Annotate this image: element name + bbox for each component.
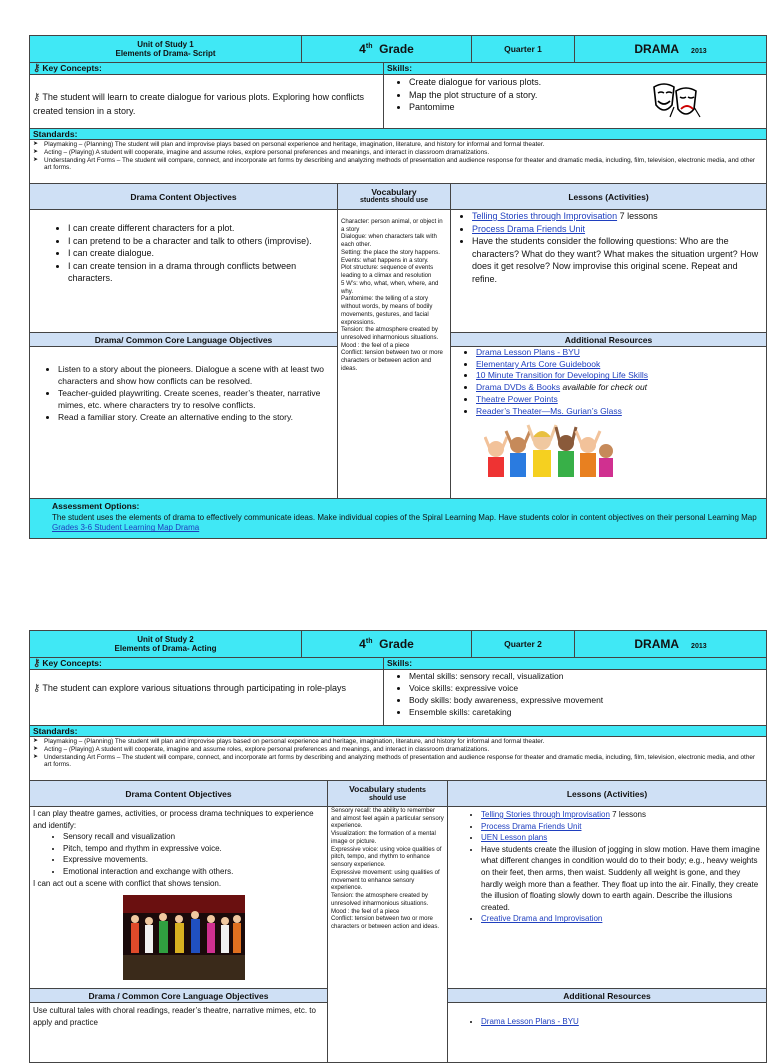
resource-note: available for check out [560,382,648,393]
resource-item [476,382,763,394]
skill-item: • Create dialogue for various plots. [409,76,649,89]
vocabulary-sublabel: should use [369,794,406,802]
key-concept-text: The student will learn to create dialogue for various plots. Exploring how conflicts created tension in a story. [33,92,364,116]
skill-item: • Body skills: body awareness, expressive movement [409,695,763,707]
resource-link-readers-theater[interactable]: Reader’s Theater—Ms. Gurian’s Glass [476,405,622,416]
resource-link-life-skills[interactable]: 10 Minute Transition for Developing Life Skills [476,370,648,381]
lessons-cell [451,210,767,333]
content-objectives-list [33,831,324,877]
lesson-item [472,223,763,236]
key-concept-cell [30,75,384,129]
content-objectives-cell [30,807,328,989]
subject-cell [575,631,767,658]
unit-number: Unit of Study 2 [137,635,194,644]
standards-list [33,738,763,769]
content-objective: • I can create tension in a drama through conflicts between characters. [68,260,334,285]
quarter-cell: Quarter 1 [472,36,575,63]
language-objectives-list [40,364,334,423]
content-objective: • I can create dialogue. [68,247,334,260]
vocabulary-label: Vocabulary [371,186,417,197]
subject-label: DRAMA [634,42,680,56]
unit-title [30,631,302,658]
language-objectives-cell [30,347,338,499]
skills-cell [384,75,767,129]
key-concepts-label: Key Concepts: [42,63,102,73]
resources-header: Additional Resources [451,333,767,347]
content-objective: • Pitch, tempo and rhythm in expressive voice. [63,843,324,855]
skills-cell [384,670,767,726]
content-objective: • I can create different characters for a plot. [68,222,334,235]
unit-number: Unit of Study 1 [137,40,194,49]
content-objective: • Sensory recall and visualization [63,831,324,843]
lesson-note: 7 lessons [617,211,658,221]
year-label: 2013 [691,643,707,650]
lesson-text: Have the students consider the following questions: Who are the characters? What do they want? What makes the situation urgent? How does it get resolve? Now improvise this original scene. Repeat and refine. [472,236,759,284]
vocabulary-cell: Character: person animal, or object in a story Dialogue: when characters talk with each other. Setting: the place the story happens. Events: what happens in a story. Plot structure: sequence of events leading to a climax and resolution 5 W’s: who, what, when, where, and why. Pantomime: the telling of a story without words, by means of bodily movements, gestures, and facial expressions. Tension: the atmosphere created by unresolved inharmonious situations. Mood : the feel of a piece Conflict: tension between two or more characters or between action and ideas. [338,210,451,499]
lessons-header: Lessons (Activities) [451,184,767,210]
lesson-item [481,844,763,914]
key-concepts-label: Key Concepts: [42,658,102,668]
resources-cell [448,1003,767,1063]
language-objective: • Teacher-guided playwriting. Create scenes, reader’s theater, narrative mimes, etc. where characters try to resolve conflicts. [58,388,334,412]
resources-list [451,1017,763,1028]
skills-header: Skills: [384,658,767,670]
skill-item: • Ensemble skills: caretaking [409,707,763,719]
vocabulary-cell: Sensory recall: the ability to remember and almost feel again a particular sensory experience. Visualization: the formation of a mental image or picture. Expressive voice: using voice qualities of pitch, tempo, and rhythm to enhance sensory experience. Expressive movement: using qualities of movement to enhance sensory experience. Tension: the atmosphere created by unresolved inharmonious situations. Mood : the feel of a piece Conflict: tension between two or more characters or between action and ideas. [328,807,448,1063]
assessment-text: The student uses the elements of drama to effectively communicate ideas. Make individual copies of the Spiral Learning Map. Have students color in content objectives on their personal Learning Map [52,512,757,522]
resource-item [476,406,763,418]
lesson-item [472,235,763,285]
lesson-link-friends-unit[interactable]: Process Drama Friends Unit [472,223,586,234]
assessment-cell [30,499,767,539]
language-objective-text: Use cultural tales with choral readings, reader’s theatre, narrative mimes, etc. to apply and practice [33,1006,316,1027]
language-objectives-header: Drama/ Common Core Language Objectives [30,333,338,347]
lesson-link-creative-drama[interactable]: Creative Drama and Improvisation [481,914,603,924]
standard-item: ➤ Acting – (Playing) A student will cooperate, imagine and assume roles, explore personal preferences and meanings, and interact in classroom dramatizations. [33,746,763,754]
skills-header: Skills: [384,63,767,75]
lessons-cell [448,807,767,989]
standard-item: ➤ Acting – (Playing) A student will cooperate, imagine and assume roles, explore personal preferences and meanings, and interact in classroom dramatizations. [33,149,763,157]
unit-2-table [29,630,766,1063]
lesson-item [481,832,763,844]
resource-link-dvds[interactable]: Drama DVDs & Books [476,382,561,393]
lesson-item [481,821,763,833]
standards-cell [30,737,767,781]
lessons-list [451,809,763,925]
grade-suffix: th [365,43,373,50]
content-objective: • Expressive movements. [63,854,324,866]
resource-link-power-points[interactable]: Theatre Power Points [476,393,558,404]
lesson-link-friends-unit[interactable]: Process Drama Friends Unit [481,821,582,831]
resource-item [481,1017,763,1028]
lesson-link-improvisation[interactable]: Telling Stories through Improvisation [472,211,618,221]
key-concept-cell [30,670,384,726]
key-icon: ⚷ [33,92,41,103]
resource-link-byu[interactable]: Drama Lesson Plans - BYU [476,347,580,357]
resource-item [476,347,763,359]
language-objective: • Read a familiar story. Create an alternative ending to the story. [58,412,334,424]
lesson-item [481,809,763,821]
standard-item: ➤ Playmaking – (Planning) The student will plan and improvise plays based on personal experience and heritage, imagination, literature, and history for informal and formal theater. [33,738,763,746]
lesson-link-improvisation[interactable]: Telling Stories through Improvisation [481,810,610,819]
key-icon: ⚷ [33,658,41,669]
content-outro: I can act out a scene with conflict that shows tension. [33,878,222,888]
grade-word: Grade [379,42,414,56]
language-objectives-cell [30,1003,328,1063]
key-icon: ⚷ [33,63,41,74]
unit-1-table [29,35,766,539]
content-objective: • I can pretend to be a character and talk to others (improvise). [68,235,334,248]
language-objectives-header: Drama / Common Core Language Objectives [30,989,328,1003]
key-concepts-header [30,658,384,670]
skill-item: • Mental skills: sensory recall, visualization [409,671,763,683]
skill-item: • Voice skills: expressive voice [409,683,763,695]
unit-name: Elements of Drama- Script [115,49,216,58]
standards-header: Standards: [30,129,767,140]
learning-map-link[interactable]: Grades 3-6 Student Learning Map Drama [52,523,200,533]
grade-number: 4 [359,637,366,651]
standard-item: ➤ Playmaking – (Planning) The student will plan and improvise plays based on personal experience and heritage, imagination, literature, and history for informal and formal theater. [33,141,763,149]
lesson-text: Have students create the illusion of jogging in slow motion. Have them imagine what different changes in condition would do to their body; e.g., heavy weights on their feet, then arms, then waist. Suddenly all weight is gone, and they hardly weigh more than a feather. They float up into the air. Finally, they create the illusion of floating slowly down to earth again. Describe the illusions created. [481,844,760,912]
vocabulary-header [338,184,451,210]
vocabulary-header [328,781,448,807]
content-objective: • Emotional interaction and exchange with others. [63,866,324,878]
resources-cell [451,347,767,499]
resources-list [454,347,763,417]
vocabulary-label-small: students [396,786,426,794]
grade-word: Grade [379,637,414,651]
quarter-cell: Quarter 2 [472,631,575,658]
unit-name: Elements of Drama- Acting [114,644,217,653]
vocabulary-label: Vocabulary [349,783,395,794]
theatre-masks-icon [646,79,706,121]
key-icon: ⚷ [33,683,41,694]
lesson-link-uen[interactable]: UEN Lesson plans [481,833,548,843]
grade-number: 4 [359,42,366,56]
resources-header: Additional Resources [448,989,767,1003]
resource-link-guidebook[interactable]: Elementary Arts Core Guidebook [476,358,601,369]
resource-link-byu[interactable]: Drama Lesson Plans - BYU [481,1017,579,1026]
unit-title [30,36,302,63]
standard-item: ➤ Understanding Art Forms – The student will compare, connect, and incorporate art forms by describing and analyzing methods of presentation and audience response for theater and dramatic media, including, film, television, electronic media, and other art forms. [33,157,763,173]
standards-cell [30,140,767,184]
subject-cell [575,36,767,63]
year-label: 2013 [691,48,707,55]
standard-item: ➤ Understanding Art Forms – The student will compare, connect, and incorporate art forms by describing and analyzing methods of presentation and audience response for theater and dramatic media, including, film, television, electronic media, and other art forms. [33,754,763,770]
grade-cell [302,631,472,658]
resource-item [476,359,763,371]
content-intro: I can play theatre games, activities, or process drama techniques to experience and identify: [33,809,314,830]
content-objectives-header: Drama Content Objectives [30,184,338,210]
skills-list [387,76,649,114]
lesson-item [481,913,763,925]
key-concepts-header [30,63,384,75]
resource-item [476,370,763,382]
grade-suffix: th [365,638,373,645]
content-objectives-list [50,222,334,285]
children-photo [484,421,614,477]
assessment-label: Assessment Options: [52,501,140,511]
stage-performance-photo [123,895,245,980]
key-concept-text: The student can explore various situations through participating in role-plays [42,683,346,693]
skill-item: • Map the plot structure of a story. [409,89,649,102]
standards-header: Standards: [30,726,767,737]
subject-label: DRAMA [634,637,680,651]
content-objectives-header: Drama Content Objectives [30,781,328,807]
grade-cell [302,36,472,63]
standards-list [33,141,763,172]
lessons-header: Lessons (Activities) [448,781,767,807]
lessons-list [454,210,763,286]
vocabulary-sublabel: students should use [359,197,429,205]
resource-item [476,394,763,406]
lesson-item [472,210,763,223]
content-objectives-cell [30,210,338,333]
lesson-note: 7 lessons [609,810,646,819]
language-objective: • Listen to a story about the pioneers. Dialogue a scene with at least two characters and show how conflicts can be resolved. [58,364,334,388]
skill-item: • Pantomime [409,101,649,114]
skills-list [387,671,763,719]
